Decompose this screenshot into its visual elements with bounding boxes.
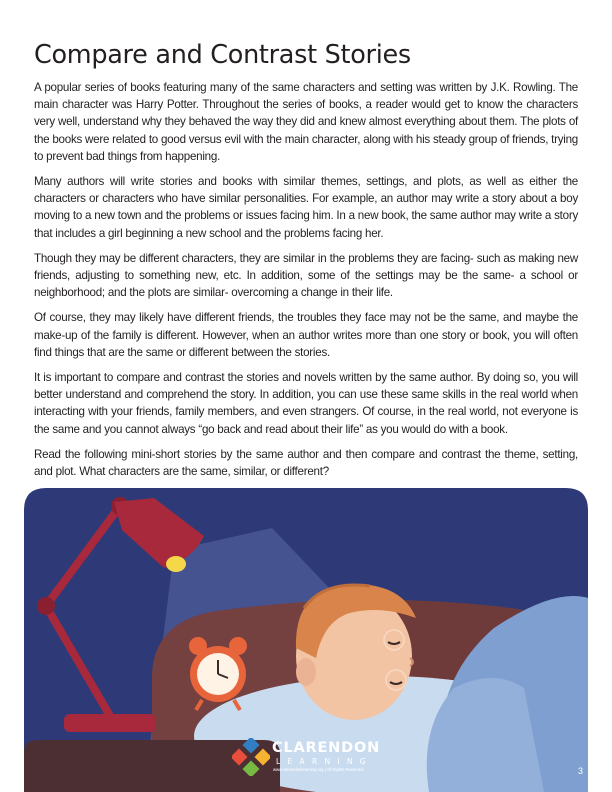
paragraph-2: Many authors will write stories and books with similar themes, settings, and plots, as well as either the characters or characters who have similar personalities. For example, an author may write a story about a boy moving to a new town and the problems or issues facing him. In a new book, the same author may write a story that includes a girl beginning a new school and the problems facing her. xyxy=(34,175,578,240)
paragraph-3: Though they may be different characters, they are similar in the problems they are facing- such as making new friends, adjusting to something new, etc. In addition, some of the settings may be the same- a school or neighborhood; and the plots are similar- overcoming a change in their life. xyxy=(34,251,578,300)
paragraph-4: Of course, they may likely have different friends, the troubles they face may not be the same, and maybe the make-up of the family is different. However, when an author writes more than one story or book, you will often find things that are the same or different between the stories. xyxy=(34,311,578,359)
page-number: 3 xyxy=(578,766,584,776)
clarendon-logo-icon xyxy=(232,738,270,776)
footer-brand xyxy=(232,738,382,778)
body-text xyxy=(34,79,578,488)
page-title: Compare and Contrast Stories xyxy=(34,40,411,70)
paragraph-5: It is important to compare and contrast the stories and novels written by the same author. By doing so, you will better understand and comprehend the story. In addition, you can use these same skills in the real world when interacting with your friends, family members, and even strangers. Of course, in the real world, not everyone is the same and you cannot always “go back and read about their life” as you would do with a book. xyxy=(34,371,578,436)
brand-subtitle: LEARNING xyxy=(276,757,373,766)
brand-name: CLARENDON xyxy=(272,740,381,756)
brand-url: www.clarendonlearning.org | All Rights Reserved. xyxy=(273,767,365,772)
paragraph-1: A popular series of books featuring many of the same characters and setting was written by J.K. Rowling. The main character was Harry Potter. Throughout the series of books, a reader would get to know the characters very well, understand why they behaved the way they did and knew almost everything about them. The plots of the books were related to good versus evil with the main character, along with his steady group of friends, trying to prevent bad things from happening. xyxy=(34,81,578,163)
paragraph-6: Read the following mini-short stories by the same author and then compare and contrast the theme, setting, and plot. What characters are the same, similar, or different? xyxy=(34,447,578,479)
